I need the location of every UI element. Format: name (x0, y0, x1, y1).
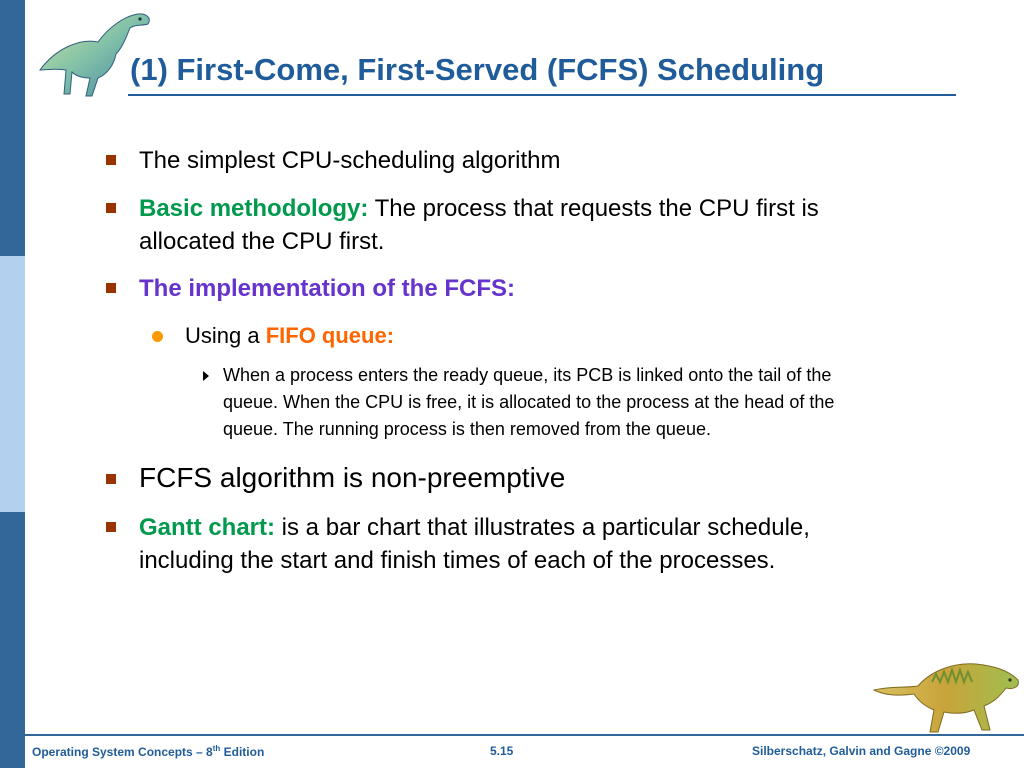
triangle-bullet-icon (203, 371, 209, 381)
bullet-label: Basic methodology: (139, 195, 369, 222)
detail-text: queue. When the CPU is free, it is allocated to the process at the head of the (223, 392, 835, 412)
bullet-text: including the start and finish times of each of the processes. (139, 547, 776, 574)
footer-copyright: Silberschatz, Galvin and Gagne ©2009 (752, 744, 971, 758)
circle-bullet-icon (152, 331, 163, 342)
footer-divider (25, 734, 1024, 736)
bullet-label: The implementation of the FCFS: (139, 275, 515, 302)
square-bullet-icon (106, 155, 116, 165)
list-item (139, 511, 999, 577)
bullet-text: allocated the CPU first. (139, 228, 385, 255)
detail-text: When a process enters the ready queue, its PCB is linked onto the tail of the (223, 365, 832, 385)
square-bullet-icon (106, 522, 116, 532)
bullet-text: The simplest CPU-scheduling algorithm (139, 147, 561, 174)
bullet-label: Gantt chart: (139, 514, 276, 541)
square-bullet-icon (106, 203, 116, 213)
detail-text: queue. The running process is then removed from the queue. (223, 419, 711, 439)
page-title: (1) First-Come, First-Served (FCFS) Scheduling (130, 52, 825, 87)
bullet-text: is a bar chart that illustrates a particular schedule, (275, 514, 810, 541)
list-item (139, 461, 565, 495)
square-bullet-icon (106, 474, 116, 484)
footer-course-title: Operating System Concepts – 8th Edition (32, 744, 265, 759)
bullet-text: The process that requests the CPU first is (368, 195, 819, 222)
dinosaur-illustration-icon (872, 656, 1022, 734)
sub-bullet-label: FIFO queue: (265, 323, 395, 348)
square-bullet-icon (106, 283, 116, 293)
footer-page-number: 5.15 (490, 744, 514, 758)
bullet-text: FCFS algorithm is non-preemptive (139, 462, 566, 493)
detail-list-item (223, 362, 1013, 443)
list-item (139, 192, 969, 258)
list-item (139, 144, 561, 177)
sub-list-item (185, 321, 394, 351)
list-item (139, 272, 515, 305)
sub-bullet-text: Using a (185, 323, 266, 348)
